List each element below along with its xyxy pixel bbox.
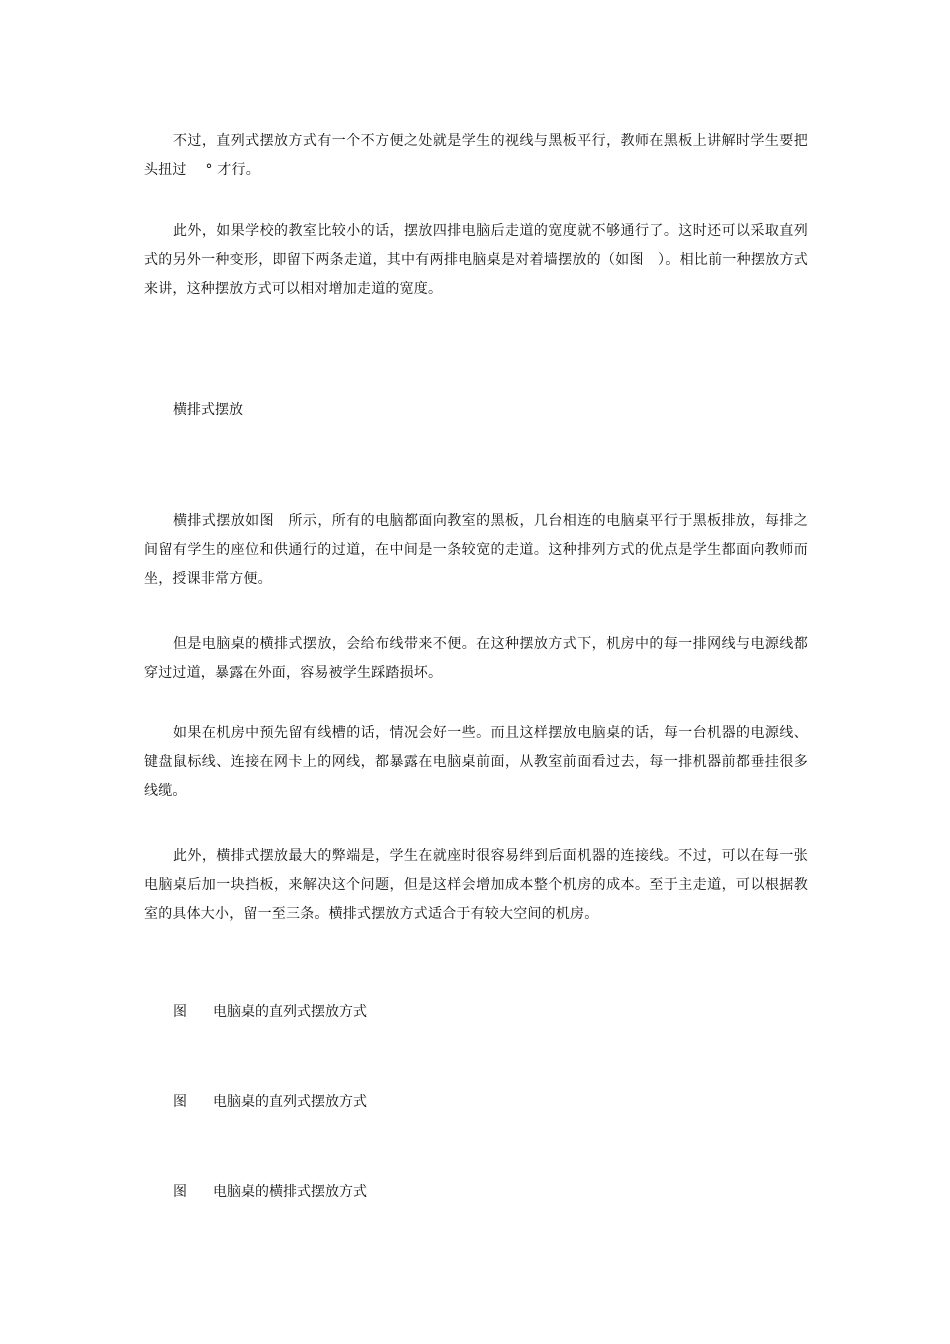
section-heading: 横排式摆放 bbox=[173, 402, 243, 418]
paragraph: 此外，横排式摆放最大的弊端是，学生在就座时很容易绊到后面机器的连接线。不过，可以在每一张电脑桌后加一块挡板，来解决这个问题，但是这样会增加成本整个机房的成本。至于主走道，可以根据教室的具体大小，留一至三条。横排式摆放方式适合于有较大空间的机房。 bbox=[144, 848, 808, 922]
figure-caption-text: 电脑桌的横排式摆放方式 bbox=[213, 1184, 367, 1200]
paragraph: 但是电脑桌的横排式摆放，会给布线带来不便。在这种摆放方式下，机房中的每一排网线与电源线都穿过过道，暴露在外面，容易被学生踩踏损坏。 bbox=[144, 636, 808, 681]
figure-label: 图 bbox=[173, 1094, 187, 1110]
paragraph: 横排式摆放如图 所示，所有的电脑都面向教室的黑板，几台相连的电脑桌平行于黑板排放，每排之间留有学生的座位和供通行的过道，在中间是一条较宽的走道。这种排列方式的优点是学生都面向教师而坐，授课非常方便。 bbox=[144, 513, 808, 587]
paragraph: 如果在机房中预先留有线槽的话，情况会好一些。而且这样摆放电脑桌的话，每一台机器的电源线、键盘鼠标线、连接在网卡上的网线，都暴露在电脑桌前面，从教室前面看过去，每一排机器前都垂挂很多线缆。 bbox=[144, 725, 808, 799]
figure-label: 图 bbox=[173, 1004, 187, 1020]
figure-caption bbox=[173, 1002, 367, 1022]
paragraph: 不过，直列式摆放方式有一个不方便之处就是学生的视线与黑板平行，教师在黑板上讲解时学生要把头扭过 ° 才行。 bbox=[144, 133, 808, 178]
figure-label: 图 bbox=[173, 1184, 187, 1200]
paragraph: 此外，如果学校的教室比较小的话，摆放四排电脑后走道的宽度就不够通行了。这时还可以采取直列式的另外一种变形，即留下两条走道，其中有两排电脑桌是对着墙摆放的（如图 ）。相比前一种摆放方式来讲，这种摆放方式可以相对增加走道的宽度。 bbox=[144, 223, 808, 297]
figure-caption-text: 电脑桌的直列式摆放方式 bbox=[213, 1004, 367, 1020]
figure-caption bbox=[173, 1182, 367, 1202]
figure-caption-text: 电脑桌的直列式摆放方式 bbox=[213, 1094, 367, 1110]
figure-caption bbox=[173, 1092, 367, 1112]
